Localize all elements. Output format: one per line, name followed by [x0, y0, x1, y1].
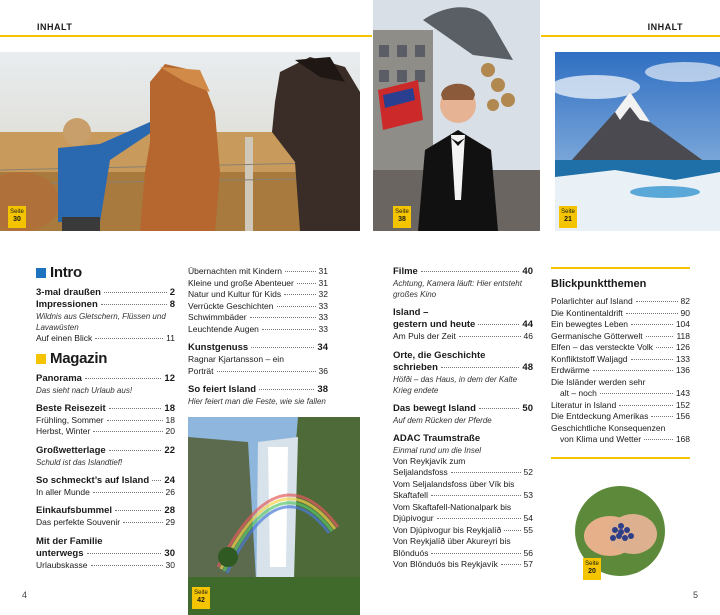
toc-column-3 [393, 266, 533, 571]
box-rule-bottom [551, 457, 690, 459]
toc-subtitle: Auf dem Rücken der Pferde [393, 415, 492, 425]
photo-horses [0, 52, 360, 231]
toc-column-2 [188, 266, 328, 407]
header-rule-left [0, 35, 372, 37]
header-left: INHALT [37, 22, 73, 32]
toc-subtitle: Wildnis aus Gletschern, Flüssen und Lavawüsten [36, 311, 166, 332]
toc-column-1 [36, 264, 175, 571]
toc-entry[interactable]: unterwegs 30 [36, 547, 175, 559]
toc-subtitle: Schuld ist das Islandtief! [36, 457, 123, 467]
toc-entry[interactable]: Polarlichter auf Island 82 [551, 296, 690, 306]
toc-entry[interactable]: So feiert Island 38 [188, 384, 328, 395]
toc-entry[interactable]: Großwetterlage 22 [36, 444, 175, 456]
toc-entry-title[interactable]: ADAC Traumstraße [393, 432, 481, 444]
toc-entry[interactable]: von Klima und Wetter 168 [560, 434, 690, 444]
toc-entry[interactable]: In aller Munde 26 [36, 486, 175, 497]
toc-entry[interactable]: Natur und Kultur für Kids 32 [188, 289, 328, 299]
toc-entry[interactable]: Schwimmbäder 33 [188, 312, 328, 322]
toc-entry[interactable]: Beste Reisezeit 18 [36, 402, 175, 414]
box-rule-top [551, 267, 690, 269]
toc-entry[interactable]: Seljalandsfoss 52 [393, 467, 533, 477]
toc-entry-line1[interactable]: Mit der Familie [36, 535, 103, 547]
page-badge-festival: Seite 38 [393, 206, 411, 228]
photo-mountain [555, 52, 720, 231]
toc-entry-line1[interactable]: Island – [393, 307, 429, 318]
section-square-icon [36, 354, 46, 364]
toc-entry-line1[interactable]: Ragnar Kjartansson – ein [188, 354, 284, 364]
toc-subtitle: Das sieht nach Urlaub aus! [36, 385, 133, 395]
toc-column-4 [551, 277, 690, 446]
page-number-right: 5 [692, 590, 698, 600]
box-title: Blickpunktthemen [551, 278, 647, 290]
toc-entry[interactable]: Konfliktstoff Waljagd 133 [551, 353, 690, 364]
toc-entry[interactable]: Literatur in Island 152 [551, 399, 690, 410]
toc-entry[interactable]: Ein bewegtes Leben 104 [551, 319, 690, 329]
toc-entry[interactable]: Herbst, Winter 20 [36, 426, 175, 436]
section-magazin: Magazin [36, 353, 175, 365]
toc-entry[interactable]: Einkaufsbummel 28 [36, 505, 175, 516]
toc-entry[interactable]: gestern und heute 44 [393, 319, 533, 330]
toc-entry[interactable]: Impressionen 8 [36, 298, 175, 310]
toc-subtitle: Einmal rund um die Insel [393, 445, 482, 455]
toc-entry[interactable]: Übernachten mit Kindern 31 [188, 266, 328, 276]
header-right: INHALT [647, 22, 683, 32]
toc-entry[interactable]: alt – noch 143 [560, 388, 690, 398]
page-number-left: 4 [22, 590, 28, 600]
toc-entry[interactable]: Verrückte Geschichten 33 [188, 300, 328, 311]
toc-entry[interactable]: Am Puls der Zeit 46 [393, 331, 533, 341]
toc-entry[interactable]: Frühling, Sommer 18 [36, 414, 175, 425]
toc-entry[interactable]: 3-mal draußen 2 [36, 286, 175, 298]
toc-entry-line1[interactable]: Geschichtliche Konsequenzen [551, 422, 666, 433]
toc-entry[interactable]: Die Kontinentaldrift 90 [551, 307, 690, 318]
toc-entry[interactable]: Das bewegt Island 50 [393, 402, 533, 414]
toc-entry[interactable]: schrieben 48 [393, 361, 533, 373]
toc-entry[interactable]: Kleine und große Abenteuer 31 [188, 277, 328, 288]
toc-entry[interactable]: Von Djúpivogur bis Reykjalíð 55 [393, 524, 533, 535]
toc-entry-line1[interactable]: Orte, die Geschichte [393, 349, 486, 361]
toc-entry[interactable]: Panorama 12 [36, 372, 175, 384]
toc-entry-line1[interactable]: Vom Seljalandsfoss über Vík bis [393, 478, 515, 489]
toc-entry[interactable]: Urlaubskasse 30 [36, 559, 175, 570]
toc-entry-line1[interactable]: Von Reykjavík zum [393, 455, 466, 466]
page-badge-berries: Seite 20 [583, 558, 601, 580]
toc-entry-line1[interactable]: Vom Skaftafell-Nationalpark bis [393, 501, 512, 512]
toc-subtitle: Achtung, Kamera läuft: Hier entsteht großes Kino [393, 279, 522, 299]
toc-entry[interactable]: Das perfekte Souvenir 29 [36, 517, 175, 527]
toc-entry[interactable]: Blönduós 56 [393, 547, 533, 558]
toc-entry[interactable]: So schmeckt’s auf Island 24 [36, 474, 175, 486]
toc-entry[interactable]: Die Entdeckung Amerikas 156 [551, 411, 690, 421]
toc-entry[interactable]: Djúpivogur 54 [393, 513, 533, 523]
toc-entry[interactable]: Erdwärme 136 [551, 365, 690, 375]
toc-entry[interactable]: Germanische Götterwelt 118 [551, 330, 690, 341]
page-badge-horses: Seite 30 [8, 206, 26, 228]
toc-entry[interactable]: Leuchtende Augen 33 [188, 323, 328, 334]
section-intro: Intro [36, 267, 175, 279]
page-badge-mountain: Seite 21 [559, 206, 577, 228]
toc-entry[interactable]: Elfen – das versteckte Volk 126 [551, 342, 690, 352]
toc-entry[interactable]: Filme 40 [393, 266, 533, 277]
toc-entry[interactable]: Porträt 36 [188, 365, 328, 376]
photo-festival [373, 0, 540, 231]
photo-waterfall [188, 417, 360, 615]
toc-entry[interactable]: Auf einen Blick 11 [36, 332, 175, 343]
toc-entry[interactable]: Von Blönduós bis Reykjavík 57 [393, 559, 533, 569]
page-badge-waterfall: Seite 42 [192, 587, 210, 609]
toc-entry-line1[interactable]: Die Isländer werden sehr [551, 376, 646, 387]
section-square-icon [36, 268, 46, 278]
toc-entry-line1[interactable]: Von Reykjalíð über Akureyri bis [393, 536, 511, 546]
header-rule-right [541, 35, 720, 37]
toc-subtitle: Höfði – das Haus, in dem der Kalte Krieg endete [393, 374, 518, 395]
toc-entry[interactable]: Skaftafell 53 [393, 490, 533, 500]
toc-subtitle: Hier feiert man die Feste, wie sie fallen [188, 397, 326, 406]
toc-entry[interactable]: Kunstgenuss 34 [188, 342, 328, 353]
